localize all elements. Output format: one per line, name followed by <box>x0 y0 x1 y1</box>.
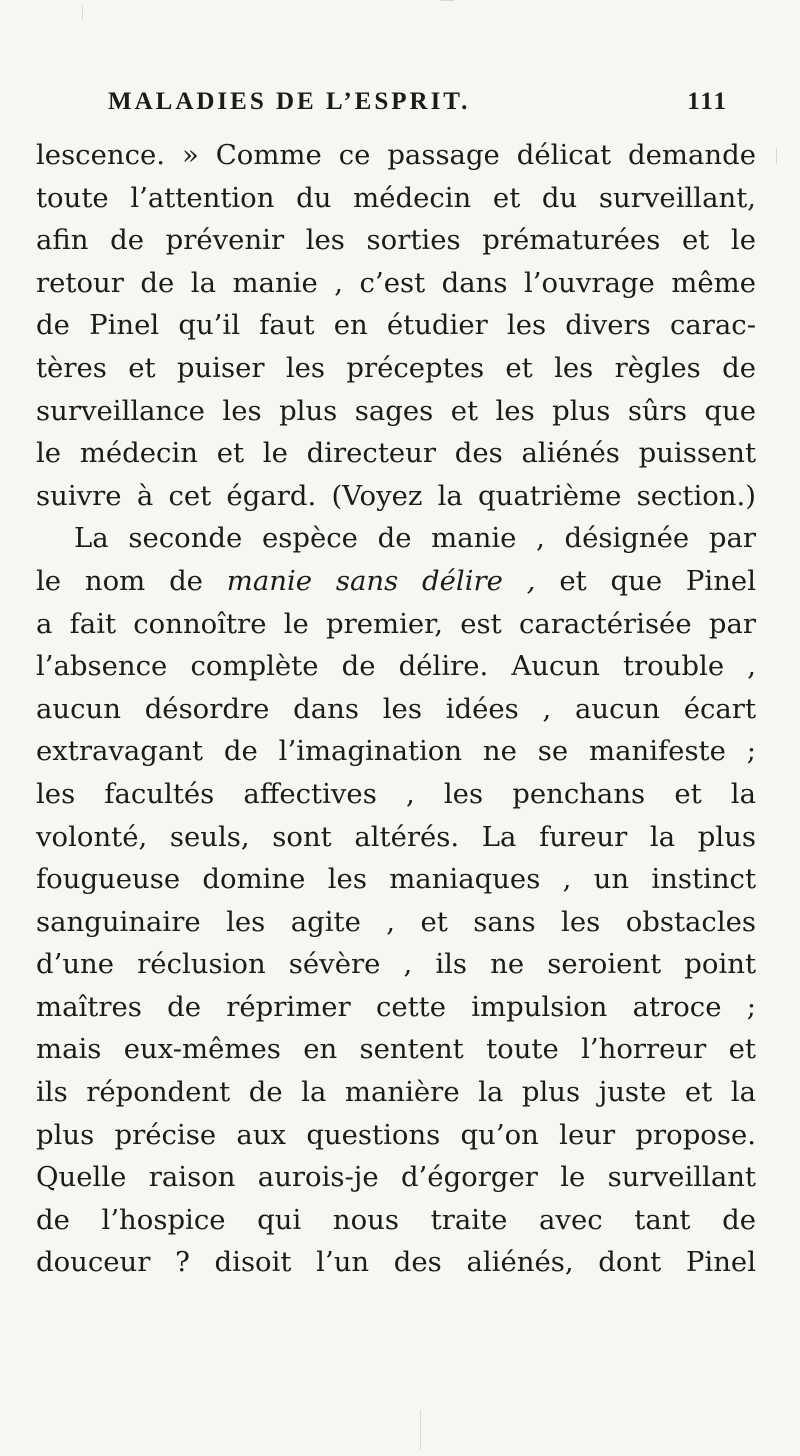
text-line: de l’hospice qui nous traite avec tant de <box>36 1203 756 1236</box>
text-line: l’absence complète de délire. Aucun trouble , <box>36 650 756 683</box>
text-line: fougueuse domine les maniaques , un instinct <box>36 863 756 896</box>
paper-mark <box>82 6 83 20</box>
text-line: le nom de manie sans délire , et que Pinel <box>36 564 756 597</box>
text-line: Quelle raison aurois-je d’égorger le surveillant <box>36 1161 756 1194</box>
text-line: de Pinel qu’il faut en étudier les divers carac- <box>36 309 756 342</box>
text-line: suivre à cet égard. (Voyez la quatrième section.) <box>36 479 756 512</box>
text-line: les facultés affectives , les penchans et la <box>36 777 756 810</box>
text-line: le médecin et le directeur des aliénés puissent <box>36 437 756 470</box>
page-header <box>108 88 728 120</box>
paper-mark <box>420 1410 421 1450</box>
text-line: retour de la manie , c’est dans l’ouvrage même <box>36 266 756 299</box>
text-line: toute l’attention du médecin et du surveillant, <box>36 181 756 214</box>
text-line: tères et puiser les préceptes et les règles de <box>36 351 756 384</box>
text-line: mais eux-mêmes en sentent toute l’horreur et <box>36 1033 756 1066</box>
paper-mark <box>776 148 777 164</box>
text-line: d’une réclusion sévère , ils ne seroient point <box>36 948 756 981</box>
page-number: 111 <box>687 88 728 115</box>
text-line: ils répondent de la manière la plus juste et la <box>36 1076 756 1109</box>
running-title: MALADIES DE L’ESPRIT. <box>108 88 471 115</box>
text-line: afin de prévenir les sorties prématurées et le <box>36 224 756 257</box>
text-line: extravagant de l’imagination ne se manifeste ; <box>36 735 756 768</box>
italic-term: manie sans délire , <box>226 564 536 597</box>
text-line: aucun désordre dans les idées , aucun écart <box>36 692 756 725</box>
text-line: lescence. » Comme ce passage délicat demande <box>36 139 756 171</box>
text-line: sanguinaire les agite , et sans les obstacles <box>36 905 756 938</box>
text-line: a fait connoître le premier, est caractérisée par <box>36 607 756 640</box>
text-line-paragraph-start: La seconde espèce de manie , désignée par <box>74 522 756 555</box>
text-line: plus précise aux questions qu’on leur propose. <box>36 1118 756 1151</box>
text-line: surveillance les plus sages et les plus sûrs que <box>36 394 756 427</box>
text-line: douceur ? disoit l’un des aliénés, dont Pinel <box>36 1246 756 1279</box>
text-line: maîtres de réprimer cette impulsion atroce ; <box>36 990 756 1023</box>
paper-mark <box>440 0 454 1</box>
body-text <box>36 134 756 1284</box>
text-line: volonté, seuls, sont altérés. La fureur la plus <box>36 820 756 853</box>
